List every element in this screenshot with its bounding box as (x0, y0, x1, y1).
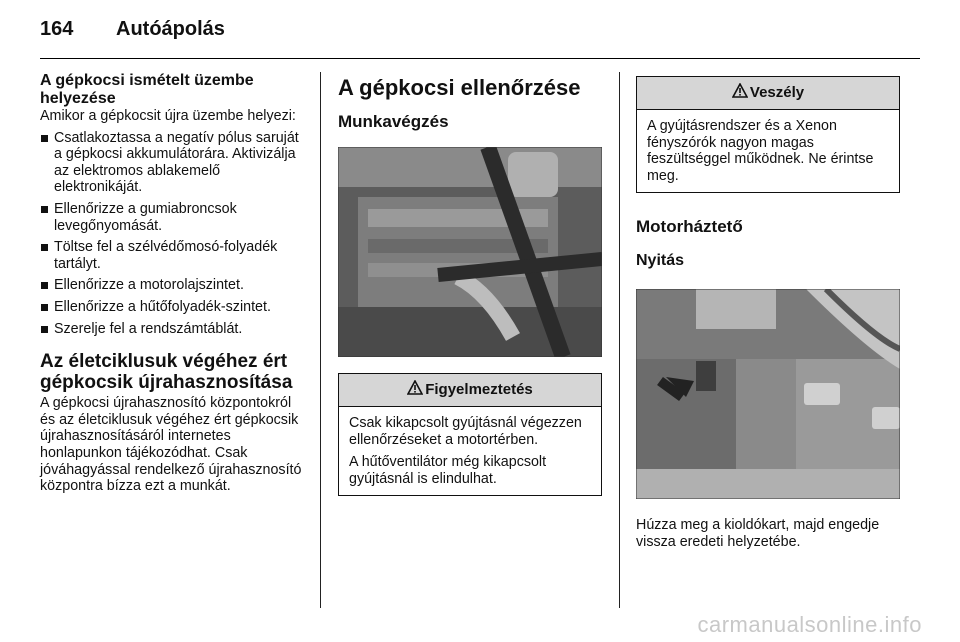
hood-release-photo (636, 289, 900, 499)
warning-box (338, 373, 602, 496)
warning-text-2: A hűtőventilátor még kikapcsolt gyújtásnál is elindulhat. (349, 454, 547, 487)
column-divider-2 (619, 72, 620, 608)
warning-triangle-icon (407, 380, 423, 395)
section-intro: Amikor a gépkocsit újra üzembe helyezi: (40, 108, 296, 124)
warning-box-body (339, 407, 601, 495)
main-heading: A gépkocsi ellenőrzése (338, 75, 581, 100)
subsection-title-opening: Nyitás (636, 252, 685, 270)
danger-box-header (637, 77, 899, 110)
column-middle (338, 72, 602, 496)
column-divider-1 (320, 72, 321, 608)
bullet-square-icon (41, 326, 48, 333)
bullet-square-icon (41, 282, 48, 289)
bullet-square-icon (41, 244, 48, 251)
danger-label: Veszély (749, 84, 805, 101)
list-item: Töltse fel a szélvédőmosó-folyadék tartályt. (40, 239, 306, 272)
danger-box (636, 76, 900, 193)
danger-text: A gyújtásrendszer és a Xenon fényszórók nagyon magas feszültséggel működnek. Ne érintse meg. (647, 118, 874, 184)
page-title: Autóápolás (116, 18, 225, 40)
warning-box-header (339, 374, 601, 407)
list-item: Szerelje fel a rendszámtáblát. (40, 321, 306, 338)
warning-text-1: Csak kikapcsolt gyújtásnál végezzen ellenőrzéseket a motortérben. (349, 415, 582, 448)
section-title-recycling: Az életciklusuk végéhez ért gépkocsik újrahasznosítása (40, 351, 293, 394)
list-item: Csatlakoztassa a negatív pólus saruját a gépkocsi akkumulátorára. Aktivizálja az elektromos ablakemelő elektronikáját. (40, 130, 306, 196)
checklist (40, 130, 306, 338)
engine-bay-illustration (338, 147, 602, 357)
list-item: Ellenőrizze a hűtőfolyadék-szintet. (40, 299, 306, 316)
section-title-reactivation: A gépkocsi ismételt üzembe helyezése (40, 72, 254, 107)
bullet-square-icon (41, 206, 48, 213)
hood-release-illustration (636, 289, 900, 499)
column-left (40, 72, 306, 495)
warning-label: Figyelmeztetés (425, 381, 533, 398)
subheading-work: Munkavégzés (338, 112, 449, 131)
bullet-square-icon (41, 304, 48, 311)
list-item: Ellenőrizze a gumiabroncsok levegőnyomását. (40, 201, 306, 234)
watermark: carmanualsonline.info (697, 612, 922, 637)
column-right (636, 76, 901, 551)
danger-box-body (637, 110, 899, 192)
engine-bay-photo (338, 147, 602, 357)
bullet-square-icon (41, 135, 48, 142)
page-header (40, 18, 920, 58)
header-rule (40, 58, 920, 59)
page-number: 164 (40, 18, 74, 40)
section-title-hood: Motorháztető (636, 217, 743, 237)
hood-caption: Húzza meg a kioldókart, majd engedje vissza eredeti helyzetébe. (636, 517, 880, 550)
section-body-recycling: A gépkocsi újrahasznosító központokról és az életciklusuk végéhez ért gépkocsik újrahasznosításáról internetes honlapunkon tájékozódhat. Csak jóváhagyással rendelkező újrahasznosító központra bízza ezt a munkát. (40, 395, 302, 495)
warning-triangle-icon (732, 83, 748, 98)
list-item: Ellenőrizze a motorolajszintet. (40, 277, 306, 294)
